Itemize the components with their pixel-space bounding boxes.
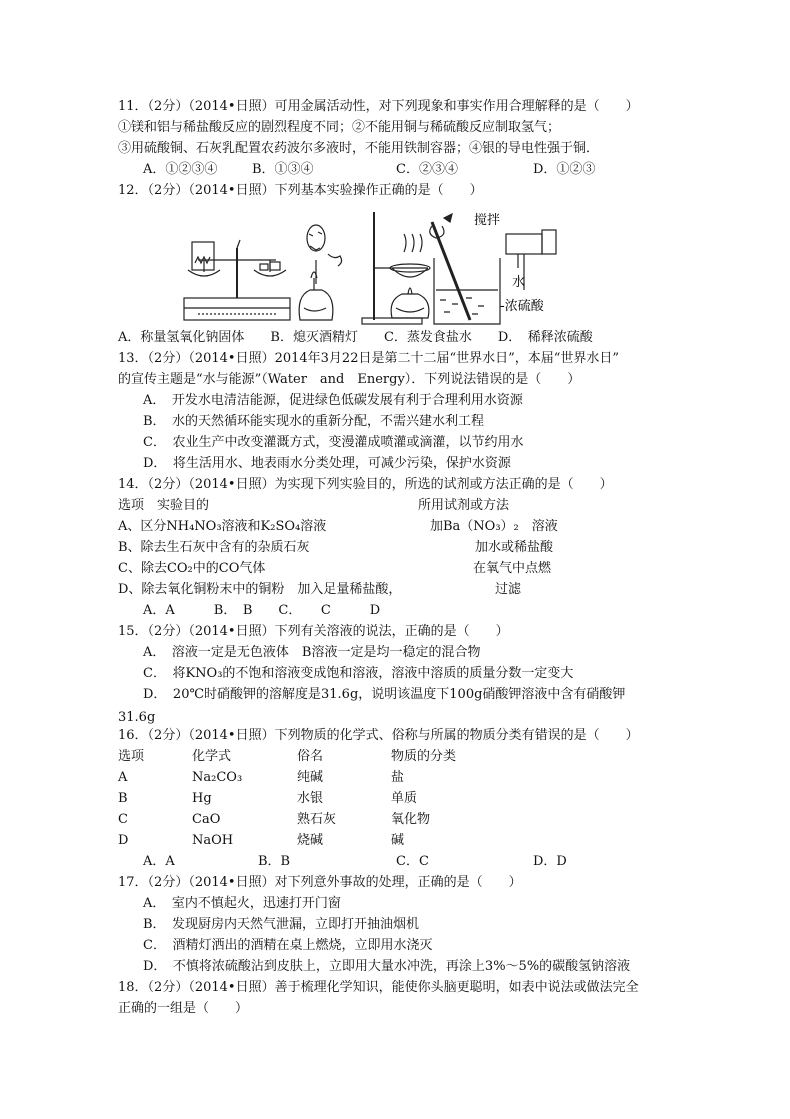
alcohol-lamp-figure [299, 225, 341, 320]
q16-row-a-label: A [118, 770, 128, 785]
q11-stem: 11．（2分）（2014•日照）可用金属活动性，对下列现象和事实作用合理解释的是（ ） [118, 99, 639, 114]
q16-row-b-formula: Hg [192, 791, 212, 806]
q17-stem: 17．（2分）（2014•日照）对下列意外事故的处理，正确的是（ ） [118, 875, 522, 890]
q16-row-b-category: 单质 [391, 791, 418, 806]
q13-stem: 13．（2分）（2014•日照）2014年3月22日是第二十二届“世界水日”，本届“世界水日” [118, 351, 620, 366]
q16-row-c-formula: CaO [192, 812, 221, 827]
q16-option-a: A．A [143, 854, 175, 869]
q13-stem2: 的宣传主题是“水与能源”（Water and Energy）．下列说法错误的是（ ） [118, 372, 581, 387]
q11-option-b: B．①③④ [252, 162, 314, 177]
q17-option-b: B． 发现厨房内天然气泄漏，立即打开抽油烟机 [143, 917, 420, 932]
q16-row-c-name: 熟石灰 [297, 812, 337, 827]
q13-option-c: C． 农业生产中改变灌溉方式，变漫灌成喷灌或滴灌，以节约用水 [143, 435, 524, 450]
q13-option-a: A． 开发水电清洁能源，促进绿色低碳发展有利于合理利用水资源 [143, 393, 523, 408]
q16-row-a-formula: Na₂CO₃ [192, 770, 243, 785]
q14-row-b-right: 加水或稀盐酸 [475, 540, 554, 555]
q16-row-a-category: 盐 [391, 770, 405, 785]
q15-continuation: 31.6g [118, 710, 156, 725]
q11-line1: ①镁和铝与稀盐酸反应的剧烈程度不同；②不能用铜与稀硫酸反应制取氢气； [118, 120, 561, 135]
q16-row-a-name: 纯碱 [297, 770, 324, 785]
q17-option-a: A． 室内不慎起火，迅速打开门窗 [143, 896, 341, 911]
q16-option-d: D．D [533, 854, 567, 869]
q15-stem: 15．（2分）（2014•日照）下列有关溶液的说法，正确的是（ ） [118, 624, 509, 639]
q11-option-a: A．①②③④ [143, 162, 218, 177]
q15-option-d: D． 20℃时硝酸钾的溶解度是31.6g，说明该温度下100g硝酸钾溶液中含有硝酸钾 [143, 687, 626, 702]
q14-row-c-right: 在氧气中点燃 [473, 561, 552, 576]
q11-option-d: D．①②③ [533, 162, 596, 177]
q14-row-d-left: D、除去氧化铜粉末中的铜粉 加入足量稀盐酸， [118, 582, 402, 597]
q16-stem: 16．（2分）（2014•日照）下列物质的化学式、俗称与所属的物质分类有错误的是（ ） [118, 728, 639, 743]
q16-row-d-name: 烧碱 [297, 833, 324, 848]
q16-row-d-formula: NaOH [192, 833, 234, 848]
balance-figure [184, 240, 290, 320]
q18-stem: 18．（2分）（2014•日照）善于梳理化学知识，能使你头脑更聪明，如表中说法或做法完全 [118, 980, 639, 995]
q17-option-d: D． 不慎将浓硫酸沾到皮肤上，立即用大量水冲洗，再涂上3%～5%的碳酸氢钠溶液 [143, 959, 631, 974]
q16-option-b: B．B [258, 854, 291, 869]
q14-row-a-left: A、区分NH₄NO₃溶液和K₂SO₄溶液 [118, 519, 327, 534]
q13-option-b: B． 水的天然循环能实现水的重新分配，不需兴建水利工程 [143, 414, 485, 429]
q16-col-formula: 化学式 [192, 749, 232, 764]
q11-option-c: C．②③④ [396, 162, 458, 177]
q14-row-c-left: C、除去CO₂中的CO气体 [118, 561, 266, 576]
q18-stem2: 正确的一组是（ ） [118, 1001, 249, 1016]
q14-row-b-left: B、除去生石灰中含有的杂质石灰 [118, 540, 310, 555]
q16-row-b-name: 水银 [297, 791, 324, 806]
q14-header-left: 选项 实验目的 [118, 498, 210, 513]
q13-option-d: D． 将生活用水、地表雨水分类处理，可减少污染，保护水资源 [143, 456, 511, 471]
q12-stem: 12．（2分）（2014•日照）下列基本实验操作正确的是（ ） [118, 183, 483, 198]
q12-apparatus-figures [178, 208, 608, 332]
q16-col-common-name: 俗名 [297, 749, 324, 764]
q16-col-category: 物质的分类 [391, 749, 457, 764]
q15-option-ab: A． 溶液一定是无色液体 B溶液一定是均一稳定的混合物 [143, 645, 481, 660]
q14-header-right: 所用试剂或方法 [418, 498, 510, 513]
acid-label: -浓硫酸 [500, 299, 544, 314]
q16-row-b-label: B [118, 791, 128, 806]
evaporation-figure [362, 212, 430, 324]
q16-row-c-label: C [118, 812, 128, 827]
stir-label: 搅拌 [474, 213, 501, 228]
q14-options: A．A B． B C． C D [143, 603, 381, 618]
q17-option-c: C． 酒精灯洒出的酒精在桌上燃烧，立即用水浇灭 [143, 938, 433, 953]
q12-options: A．称量氢氧化钠固体 B．熄灭酒精灯 C．蒸发食盐水 D． 稀释浓硫酸 [118, 330, 593, 345]
q16-row-d-category: 碱 [391, 833, 405, 848]
q11-line2: ③用硫酸铜、石灰乳配置农药波尔多液时，不能用铁制容器；④银的导电性强于铜． [118, 141, 600, 156]
q14-row-a-right: 加Ba（NO₃）₂ 溶液 [430, 519, 558, 534]
q15-option-c: C． 将KNO₃的不饱和溶液变成饱和溶液，溶液中溶质的质量分数一定变大 [143, 666, 574, 681]
q16-option-c: C．C [396, 854, 429, 869]
water-label: 水 [512, 275, 526, 290]
q16-col-option: 选项 [118, 749, 145, 764]
q16-row-d-label: D [118, 833, 129, 848]
q14-stem: 14．（2分）（2014•日照）为实现下列实验目的，所选的试剂或方法正确的是（ ） [118, 477, 613, 492]
q16-row-c-category: 氧化物 [391, 812, 431, 827]
q14-row-d-right: 过滤 [495, 582, 522, 597]
